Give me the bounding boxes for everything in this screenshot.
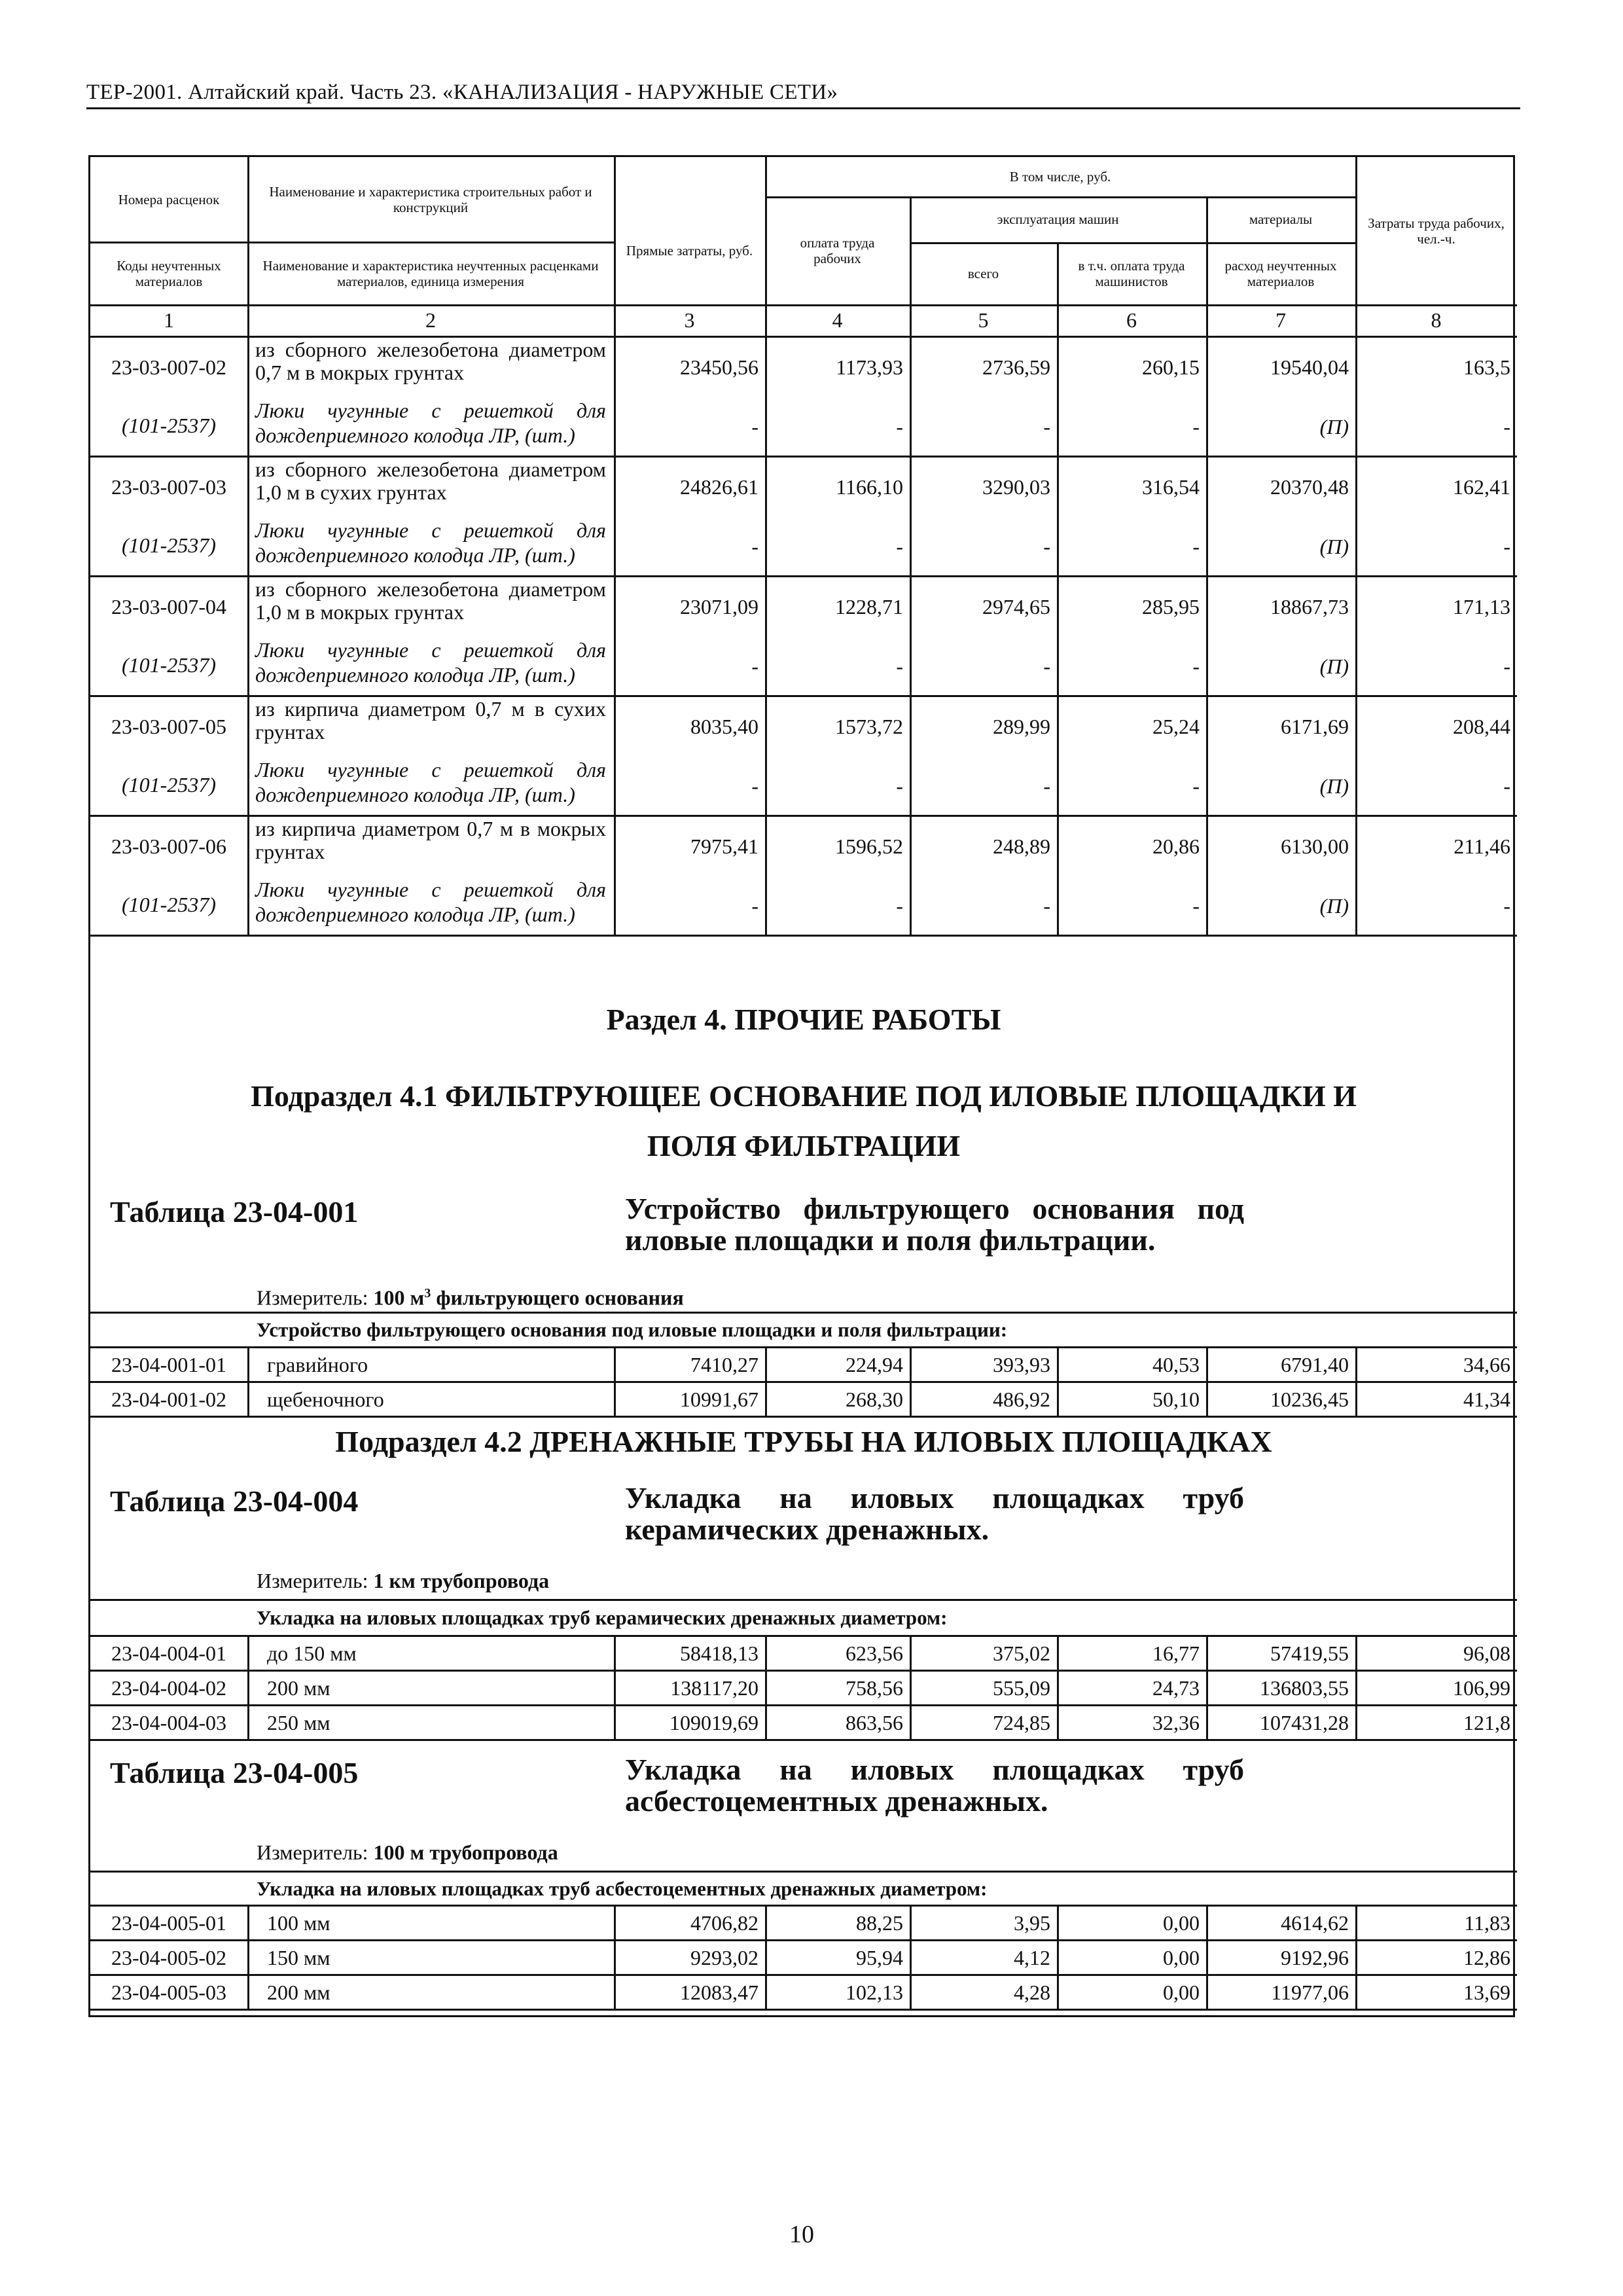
table-rule bbox=[247, 1974, 249, 2009]
rate-value: 4,12 bbox=[1014, 1945, 1050, 1969]
rate-description: гравийного bbox=[267, 1352, 368, 1376]
measure-line bbox=[257, 1280, 684, 1311]
rate-description: из сборного железобетона диаметром 0,7 м в мокрых грунтах bbox=[255, 338, 606, 384]
material-code: (101-2537) bbox=[122, 653, 216, 677]
table-rule bbox=[1355, 1346, 1357, 1381]
rate-code: 23-04-004-01 bbox=[111, 1641, 226, 1665]
rate-value: 18867,73 bbox=[1270, 594, 1349, 619]
table-rule bbox=[614, 695, 616, 815]
table-rule bbox=[1206, 1381, 1208, 1416]
table-rule bbox=[614, 815, 616, 935]
table-rule bbox=[1355, 695, 1357, 815]
table-title: Укладка на иловых площадках труб асбестоцементных дренажных. bbox=[625, 1753, 1244, 1818]
table-rule bbox=[1355, 336, 1357, 456]
table-rule bbox=[1355, 1905, 1357, 1939]
rate-description: 100 мм bbox=[267, 1910, 330, 1935]
subsection-title: Подраздел 4.1 ФИЛЬТРУЮЩЕЕ ОСНОВАНИЕ ПОД ИЛОВЫЕ ПЛОЩАДКИ И ПОЛЯ ФИЛЬТРАЦИИ bbox=[251, 1079, 1357, 1162]
table-rule bbox=[247, 336, 249, 456]
table-rule bbox=[1057, 1346, 1059, 1381]
rate-description: 200 мм bbox=[267, 1676, 330, 1700]
material-description: Люки чугунные с решеткой для дождеприемного колодца ЛР, (шт.) bbox=[255, 758, 606, 806]
rate-value: 0,00 bbox=[1163, 1945, 1200, 1969]
rate-value: 8035,40 bbox=[690, 714, 758, 738]
rate-value: 25,24 bbox=[1152, 714, 1200, 738]
table-rule bbox=[1206, 1974, 1208, 2009]
header-rate-numbers: Номера расценок bbox=[118, 192, 220, 207]
rate-value: 9293,02 bbox=[690, 1945, 758, 1969]
group-header: Укладка на иловых площадках труб асбестоцементных дренажных диаметром: bbox=[257, 1876, 988, 1900]
table-rule bbox=[1057, 336, 1059, 456]
header-name-work: Наименование и характеристика строительных работ и конструкций bbox=[269, 184, 592, 215]
rate-value: 40,53 bbox=[1152, 1352, 1200, 1376]
material-value: - bbox=[1043, 534, 1050, 558]
table-rule bbox=[1206, 1905, 1208, 1939]
measure-unit: 100 м bbox=[373, 1285, 425, 1310]
column-number: 6 bbox=[1126, 308, 1137, 332]
rate-code: 23-03-007-03 bbox=[111, 475, 226, 499]
rate-value: 224,94 bbox=[846, 1352, 903, 1376]
table-rule bbox=[910, 456, 912, 575]
table-rule bbox=[765, 1635, 767, 1670]
table-rule bbox=[1057, 1670, 1059, 1704]
rate-value: 23071,09 bbox=[680, 594, 758, 619]
rate-value: 268,30 bbox=[846, 1387, 903, 1411]
rate-code: 23-04-005-02 bbox=[111, 1945, 226, 1969]
rate-value: 88,25 bbox=[856, 1910, 903, 1935]
table-rule bbox=[1355, 1670, 1357, 1704]
rate-value: 32,36 bbox=[1152, 1710, 1200, 1734]
table-rule bbox=[1355, 575, 1357, 695]
rate-value: 1573,72 bbox=[835, 714, 903, 738]
material-value: - bbox=[751, 774, 758, 798]
rate-value: 6171,69 bbox=[1281, 714, 1349, 738]
table-rule bbox=[910, 1974, 912, 2009]
material-value: - bbox=[1043, 654, 1050, 678]
rate-value: 2974,65 bbox=[982, 594, 1050, 619]
rate-value: 107431,28 bbox=[1260, 1710, 1349, 1734]
material-value: - bbox=[751, 534, 758, 558]
rate-value: 95,94 bbox=[856, 1945, 903, 1969]
rate-code: 23-04-001-01 bbox=[111, 1352, 226, 1376]
material-description: Люки чугунные с решеткой для дождеприемного колодца ЛР, (шт.) bbox=[255, 399, 606, 447]
material-mark: (П) bbox=[1319, 534, 1349, 558]
column-number: 4 bbox=[832, 308, 843, 332]
material-value: - bbox=[1192, 414, 1200, 439]
rate-value: 0,00 bbox=[1163, 1910, 1200, 1935]
rate-value: 4,28 bbox=[1014, 1980, 1050, 2004]
header-unaccounted: расход неучтенных материалов bbox=[1224, 257, 1337, 289]
rate-description: 200 мм bbox=[267, 1980, 330, 2004]
rate-value: 248,89 bbox=[993, 834, 1050, 858]
table-rule bbox=[765, 815, 767, 935]
rate-value: 375,02 bbox=[993, 1641, 1050, 1665]
rate-value: 102,13 bbox=[846, 1980, 903, 2004]
material-value: - bbox=[751, 654, 758, 678]
rate-value: 7975,41 bbox=[690, 834, 758, 858]
material-value: - bbox=[1043, 414, 1050, 439]
rate-value: 4614,62 bbox=[1281, 1910, 1349, 1935]
table-rule bbox=[910, 336, 912, 456]
table-rule bbox=[1206, 1939, 1208, 1974]
table-rule bbox=[614, 1939, 616, 1974]
header-incl-machinists: в т.ч. оплата труда машинистов bbox=[1078, 257, 1185, 289]
measure-unit-exponent: 3 bbox=[424, 1286, 431, 1300]
rate-value: 10991,67 bbox=[680, 1387, 758, 1411]
rate-value: 34,66 bbox=[1463, 1352, 1510, 1376]
table-rule bbox=[1057, 1974, 1059, 2009]
rate-code: 23-04-005-01 bbox=[111, 1910, 226, 1935]
table-rule bbox=[765, 1381, 767, 1416]
rate-value: 863,56 bbox=[846, 1710, 903, 1734]
header-labor-pay: оплата труда рабочих bbox=[800, 234, 875, 266]
table-rule bbox=[247, 1905, 249, 1939]
rate-value: 163,5 bbox=[1463, 355, 1510, 379]
table-rule bbox=[614, 1635, 616, 1670]
rate-description: из кирпича диаметром 0,7 м в мокрых грунтах bbox=[255, 817, 606, 863]
table-rule bbox=[614, 1670, 616, 1704]
rate-code: 23-03-007-06 bbox=[111, 834, 226, 858]
material-description: Люки чугунные с решеткой для дождеприемного колодца ЛР, (шт.) bbox=[255, 638, 606, 687]
table-rule bbox=[765, 456, 767, 575]
table-rule bbox=[1355, 1939, 1357, 1974]
page-header: ТЕР-2001. Алтайский край. Часть 23. «КАНАЛИЗАЦИЯ - НАРУЖНЫЕ СЕТИ» bbox=[86, 77, 1520, 109]
rate-value: 208,44 bbox=[1453, 714, 1510, 738]
table-rule bbox=[247, 695, 249, 815]
table-rule bbox=[1355, 1635, 1357, 1670]
table-rule bbox=[765, 1905, 767, 1939]
table-rule bbox=[614, 575, 616, 695]
table-rule bbox=[910, 1670, 912, 1704]
rate-value: 6791,40 bbox=[1281, 1352, 1349, 1376]
rate-value: 758,56 bbox=[846, 1676, 903, 1700]
material-value: - bbox=[1192, 893, 1200, 918]
row-rule bbox=[90, 1739, 1517, 1741]
rate-value: 7410,27 bbox=[690, 1352, 758, 1376]
table-rule bbox=[1057, 1635, 1059, 1670]
table-label: Таблица 23-04-004 bbox=[110, 1484, 359, 1518]
rate-code: 23-04-004-03 bbox=[111, 1710, 226, 1734]
column-number: 1 bbox=[164, 308, 174, 332]
table-rule bbox=[1206, 456, 1208, 575]
rate-description: из сборного железобетона диаметром 1,0 м в мокрых грунтах bbox=[255, 577, 606, 624]
table-rule bbox=[1206, 575, 1208, 695]
measure-line bbox=[257, 1839, 558, 1865]
table-rule bbox=[1355, 456, 1357, 575]
table-rule bbox=[1206, 1635, 1208, 1670]
table-rule bbox=[1206, 1704, 1208, 1739]
measure-object: фильтрующего основания bbox=[431, 1285, 684, 1310]
header-materials: материалы bbox=[1249, 211, 1313, 227]
rate-value: 12,86 bbox=[1463, 1945, 1510, 1969]
rate-value: 724,85 bbox=[993, 1710, 1050, 1734]
table-rule bbox=[1206, 815, 1208, 935]
rate-value: 260,15 bbox=[1142, 355, 1200, 379]
table-rule bbox=[1355, 1381, 1357, 1416]
table-rule bbox=[1057, 695, 1059, 815]
group-header: Устройство фильтрующего основания под иловые площадки и поля фильтрации: bbox=[257, 1318, 1008, 1341]
header-name-materials: Наименование и характеристика неучтенных расценками материалов, единица измерения bbox=[262, 257, 599, 289]
material-value: - bbox=[1043, 774, 1050, 798]
rate-value: 50,10 bbox=[1152, 1387, 1200, 1411]
rate-value: 11977,06 bbox=[1271, 1980, 1349, 2004]
material-mark: (П) bbox=[1319, 654, 1349, 678]
table-rule bbox=[765, 1939, 767, 1974]
rate-code: 23-03-007-02 bbox=[111, 355, 226, 379]
rate-value: 20,86 bbox=[1152, 834, 1200, 858]
rate-value: 24,73 bbox=[1152, 1676, 1200, 1700]
rate-value: 121,8 bbox=[1463, 1710, 1510, 1734]
table-rule bbox=[614, 1346, 616, 1381]
rate-description: щебеночного bbox=[267, 1387, 384, 1411]
table-rule bbox=[1355, 1704, 1357, 1739]
material-value: - bbox=[1503, 534, 1510, 558]
table-title: Укладка на иловых площадках труб керамических дренажных. bbox=[625, 1481, 1244, 1546]
table-rule bbox=[614, 456, 616, 575]
rate-value: 23450,56 bbox=[680, 355, 758, 379]
rate-value: 3,95 bbox=[1014, 1910, 1050, 1935]
table-rule bbox=[765, 695, 767, 815]
table-rule bbox=[1206, 1670, 1208, 1704]
rate-value: 316,54 bbox=[1142, 475, 1200, 499]
section-title: Раздел 4. ПРОЧИЕ РАБОТЫ bbox=[606, 1003, 1001, 1036]
table-rule bbox=[765, 1974, 767, 2009]
header-incl: В том числе, руб. bbox=[1009, 169, 1111, 185]
table-rule bbox=[1057, 575, 1059, 695]
table-rule bbox=[614, 1704, 616, 1739]
material-value: - bbox=[1043, 893, 1050, 918]
table-rule bbox=[765, 1670, 767, 1704]
header-machines: эксплуатация машин bbox=[997, 211, 1119, 227]
table-rule bbox=[910, 1905, 912, 1939]
measure-label: Измеритель: bbox=[257, 1569, 368, 1592]
table-rule bbox=[1206, 336, 1208, 456]
rate-value: 58418,13 bbox=[680, 1641, 758, 1665]
table-rule bbox=[614, 336, 616, 456]
table-rule bbox=[1057, 815, 1059, 935]
material-mark: (П) bbox=[1319, 774, 1349, 798]
rate-value: 289,99 bbox=[993, 714, 1050, 738]
material-value: - bbox=[1503, 654, 1510, 678]
rate-value: 3290,03 bbox=[982, 475, 1050, 499]
table-rule bbox=[247, 1381, 249, 1416]
table-rule bbox=[247, 1635, 249, 1670]
table-rule bbox=[1057, 1905, 1059, 1939]
rate-value: 4706,82 bbox=[690, 1910, 758, 1935]
rate-value: 285,95 bbox=[1142, 594, 1200, 619]
table-rule bbox=[910, 815, 912, 935]
page-number: 10 bbox=[789, 2221, 814, 2248]
measure-label: Измеритель: bbox=[257, 1840, 368, 1864]
rate-value: 19540,04 bbox=[1270, 355, 1349, 379]
header-codes: Коды неучтенных материалов bbox=[116, 257, 221, 289]
rate-value: 10236,45 bbox=[1270, 1387, 1349, 1411]
table-rule bbox=[1206, 1346, 1208, 1381]
table-rule bbox=[910, 1346, 912, 1381]
rate-value: 555,09 bbox=[993, 1676, 1050, 1700]
row-rule bbox=[90, 935, 1517, 937]
column-number: 5 bbox=[978, 308, 989, 332]
material-code: (101-2537) bbox=[122, 772, 216, 797]
table-rule bbox=[910, 1381, 912, 1416]
table-rule bbox=[765, 575, 767, 695]
material-value: - bbox=[896, 534, 903, 558]
rate-value: 57419,55 bbox=[1270, 1641, 1349, 1665]
material-mark: (П) bbox=[1319, 414, 1349, 439]
rate-code: 23-04-004-02 bbox=[111, 1676, 226, 1700]
material-code: (101-2537) bbox=[122, 892, 216, 916]
table-rule bbox=[247, 1346, 249, 1381]
rate-code: 23-04-001-02 bbox=[111, 1387, 226, 1411]
rate-value: 2736,59 bbox=[982, 355, 1050, 379]
table-rule bbox=[910, 695, 912, 815]
table-rule bbox=[247, 456, 249, 575]
rate-value: 106,99 bbox=[1453, 1676, 1510, 1700]
column-number: 2 bbox=[425, 308, 436, 332]
table-rule bbox=[1206, 695, 1208, 815]
rate-description: 150 мм bbox=[267, 1945, 330, 1969]
material-description: Люки чугунные с решеткой для дождеприемного колодца ЛР, (шт.) bbox=[255, 878, 606, 926]
material-value: - bbox=[896, 414, 903, 439]
material-value: - bbox=[751, 414, 758, 439]
table-rule bbox=[1057, 1381, 1059, 1416]
rate-description: 250 мм bbox=[267, 1710, 330, 1734]
subsection-title: Подраздел 4.2 ДРЕНАЖНЫЕ ТРУБЫ НА ИЛОВЫХ ПЛОЩАДКАХ bbox=[335, 1425, 1272, 1458]
rate-description: до 150 мм bbox=[267, 1641, 357, 1665]
material-code: (101-2537) bbox=[122, 533, 216, 557]
material-value: - bbox=[751, 893, 758, 918]
table-rule bbox=[765, 1704, 767, 1739]
header-direct-costs: Прямые затраты, руб. bbox=[626, 242, 753, 259]
table-rule bbox=[765, 336, 767, 456]
rate-value: 1166,10 bbox=[836, 475, 903, 499]
group-header: Укладка на иловых площадках труб керамических дренажных диаметром: bbox=[257, 1606, 948, 1629]
rate-value: 20370,48 bbox=[1270, 475, 1349, 499]
rate-value: 162,41 bbox=[1453, 475, 1510, 499]
rate-code: 23-03-007-05 bbox=[111, 714, 226, 738]
table-rule bbox=[1057, 456, 1059, 575]
measure-line bbox=[257, 1568, 549, 1594]
material-value: - bbox=[1192, 534, 1200, 558]
material-code: (101-2537) bbox=[122, 413, 216, 437]
rate-value: 109019,69 bbox=[669, 1710, 758, 1734]
rate-value: 12083,47 bbox=[680, 1980, 758, 2004]
rate-value: 13,69 bbox=[1463, 1980, 1510, 2004]
column-number: 7 bbox=[1275, 308, 1286, 332]
material-value: - bbox=[1192, 774, 1200, 798]
measure-unit: 100 м трубопровода bbox=[373, 1840, 558, 1864]
table-rule bbox=[614, 1974, 616, 2009]
rate-value: 1228,71 bbox=[835, 594, 903, 619]
material-value: - bbox=[1503, 414, 1510, 439]
rate-value: 1596,52 bbox=[835, 834, 903, 858]
table-label: Таблица 23-04-005 bbox=[110, 1756, 359, 1789]
rate-value: 6130,00 bbox=[1281, 834, 1349, 858]
measure-label: Измеритель: bbox=[257, 1285, 368, 1310]
rate-code: 23-04-005-03 bbox=[111, 1980, 226, 2004]
table-rule bbox=[247, 1704, 249, 1739]
measure-unit: 1 км трубопровода bbox=[373, 1569, 550, 1592]
material-value: - bbox=[896, 893, 903, 918]
table-rule bbox=[247, 1939, 249, 1974]
header-total: всего bbox=[967, 265, 999, 281]
rate-value: 486,92 bbox=[993, 1387, 1050, 1411]
column-number: 8 bbox=[1431, 308, 1442, 332]
row-rule bbox=[90, 2009, 1517, 2011]
material-value: - bbox=[896, 774, 903, 798]
rates-table bbox=[88, 155, 1515, 2017]
table-rule bbox=[910, 1635, 912, 1670]
rate-value: 9192,96 bbox=[1281, 1945, 1349, 1969]
rate-value: 393,93 bbox=[993, 1352, 1050, 1376]
rate-value: 138117,20 bbox=[670, 1676, 758, 1700]
material-value: - bbox=[1192, 654, 1200, 678]
rate-value: 11,83 bbox=[1464, 1910, 1510, 1935]
rate-value: 16,77 bbox=[1152, 1641, 1200, 1665]
rate-value: 0,00 bbox=[1163, 1980, 1200, 2004]
table-rule bbox=[247, 575, 249, 695]
header-labor-costs: Затраты труда рабочих, чел.-ч. bbox=[1368, 215, 1505, 247]
table-rule bbox=[910, 1939, 912, 1974]
rate-value: 171,13 bbox=[1453, 594, 1510, 619]
material-value: - bbox=[896, 654, 903, 678]
rate-code: 23-03-007-04 bbox=[111, 594, 226, 619]
rate-description: из кирпича диаметром 0,7 м в сухих грунтах bbox=[255, 697, 606, 744]
table-rule bbox=[1355, 1974, 1357, 2009]
table-rule bbox=[910, 1704, 912, 1739]
column-number: 3 bbox=[684, 308, 695, 332]
table-rule bbox=[1057, 1939, 1059, 1974]
table-rule bbox=[765, 1346, 767, 1381]
table-label: Таблица 23-04-001 bbox=[110, 1195, 359, 1229]
table-rule bbox=[1355, 815, 1357, 935]
rate-value: 24826,61 bbox=[680, 475, 758, 499]
rate-value: 1173,93 bbox=[836, 355, 903, 379]
material-value: - bbox=[1503, 774, 1510, 798]
rate-value: 96,08 bbox=[1463, 1641, 1510, 1665]
material-mark: (П) bbox=[1319, 893, 1349, 918]
rate-value: 41,34 bbox=[1463, 1387, 1510, 1411]
rate-description: из сборного железобетона диаметром 1,0 м в сухих грунтах bbox=[255, 457, 606, 504]
table-rule bbox=[247, 815, 249, 935]
rate-value: 623,56 bbox=[846, 1641, 903, 1665]
material-description: Люки чугунные с решеткой для дождеприемного колодца ЛР, (шт.) bbox=[255, 518, 606, 567]
rate-value: 211,46 bbox=[1454, 834, 1510, 858]
table-rule bbox=[614, 1381, 616, 1416]
rate-value: 136803,55 bbox=[1260, 1676, 1349, 1700]
table-rule bbox=[614, 1905, 616, 1939]
table-rule bbox=[247, 1670, 249, 1704]
table-rule bbox=[910, 575, 912, 695]
material-value: - bbox=[1503, 893, 1510, 918]
table-title: Устройство фильтрующего основания под иловые площадки и поля фильтрации. bbox=[625, 1192, 1244, 1257]
table-rule bbox=[1057, 1704, 1059, 1739]
